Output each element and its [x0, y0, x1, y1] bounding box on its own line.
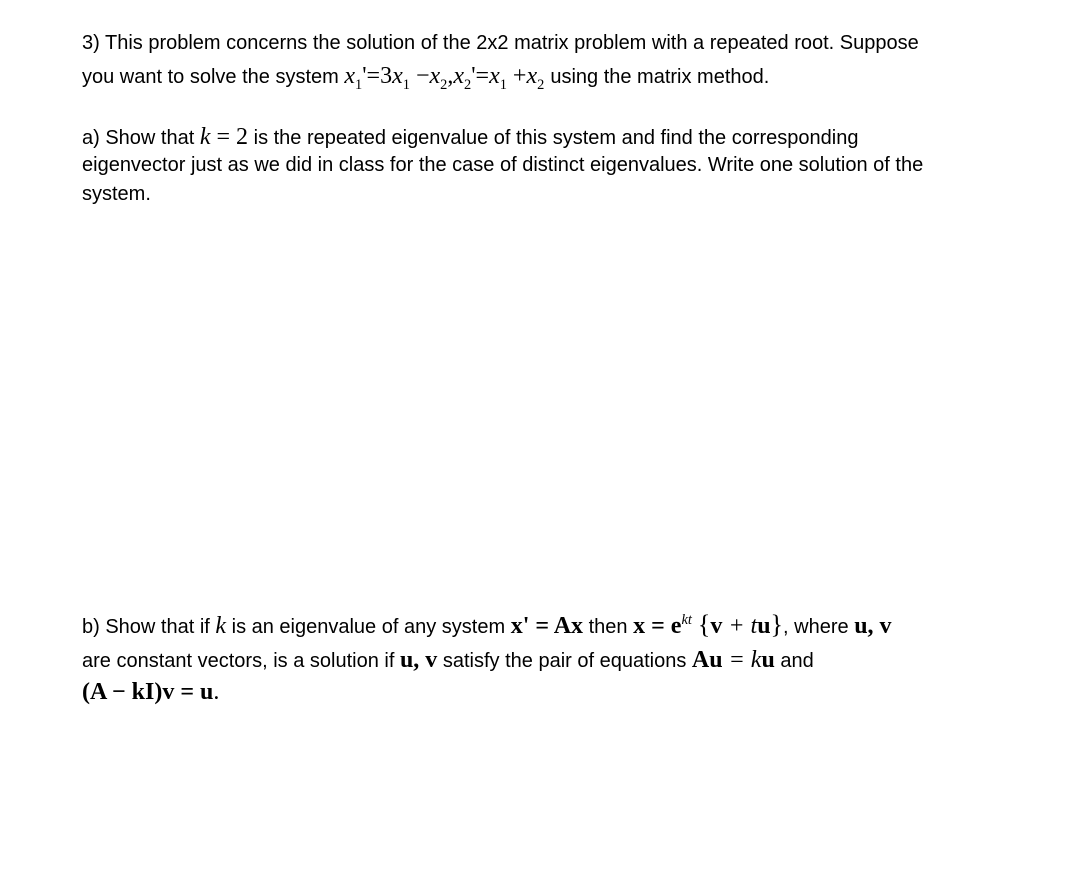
part-a-line-1: [82, 123, 858, 152]
intro-text-2-post: using the matrix method.: [550, 66, 770, 88]
part-b-text-1-mid: is an eigenvalue of any system: [231, 616, 506, 638]
period: .: [213, 679, 220, 705]
uv-symbols: u, v: [854, 613, 892, 639]
part-b-line-1: [82, 609, 892, 641]
intro-text-1: 3) This problem concerns the solution of the 2x2 matrix problem with a repeated root. Suppose: [82, 32, 919, 54]
intro-line-1: [82, 31, 919, 55]
part-a-text-1-pre: a) Show that: [82, 127, 195, 149]
part-b-text-2-mid: satisfy the pair of equations: [442, 650, 687, 672]
part-b-text-2-pre: are constant vectors, is a solution if: [82, 650, 395, 672]
then-word: then: [588, 616, 628, 638]
part-a-line-3: [82, 182, 151, 206]
au-equation: Au = ku: [691, 647, 775, 673]
and-word: and: [780, 650, 814, 672]
eigenvalue-equation: k = 2: [199, 124, 249, 150]
part-a-text-2: eigenvector just as we did in class for the case of distinct eigenvalues. Write one solution of the: [82, 154, 924, 176]
second-equation: (A − kI)v = u: [82, 679, 214, 705]
system-xprime-equation: x' = Ax: [510, 613, 584, 639]
system-equation: $x_1'=3x_1 -x_2,x_2'=x_1 +x_2$: [344, 63, 545, 93]
part-b-line-3: [82, 678, 219, 707]
part-b-text-1-pre: b) Show that if: [82, 616, 210, 638]
part-a-line-2: [82, 153, 923, 177]
part-a-text-1-post: is the repeated eigenvalue of this system and find the corresponding: [253, 127, 859, 149]
intro-line-2: [82, 62, 769, 91]
intro-text-2-pre: you want to solve the system: [82, 66, 339, 88]
part-a-text-3: system.: [82, 183, 151, 205]
part-b-line-2: [82, 646, 814, 675]
uv-symbols-2: u, v: [399, 647, 438, 673]
solution-formula: $x = e^{kt}$ {v + tu}: [633, 610, 784, 639]
k-symbol: k: [215, 613, 227, 639]
where-word: , where: [783, 616, 849, 638]
